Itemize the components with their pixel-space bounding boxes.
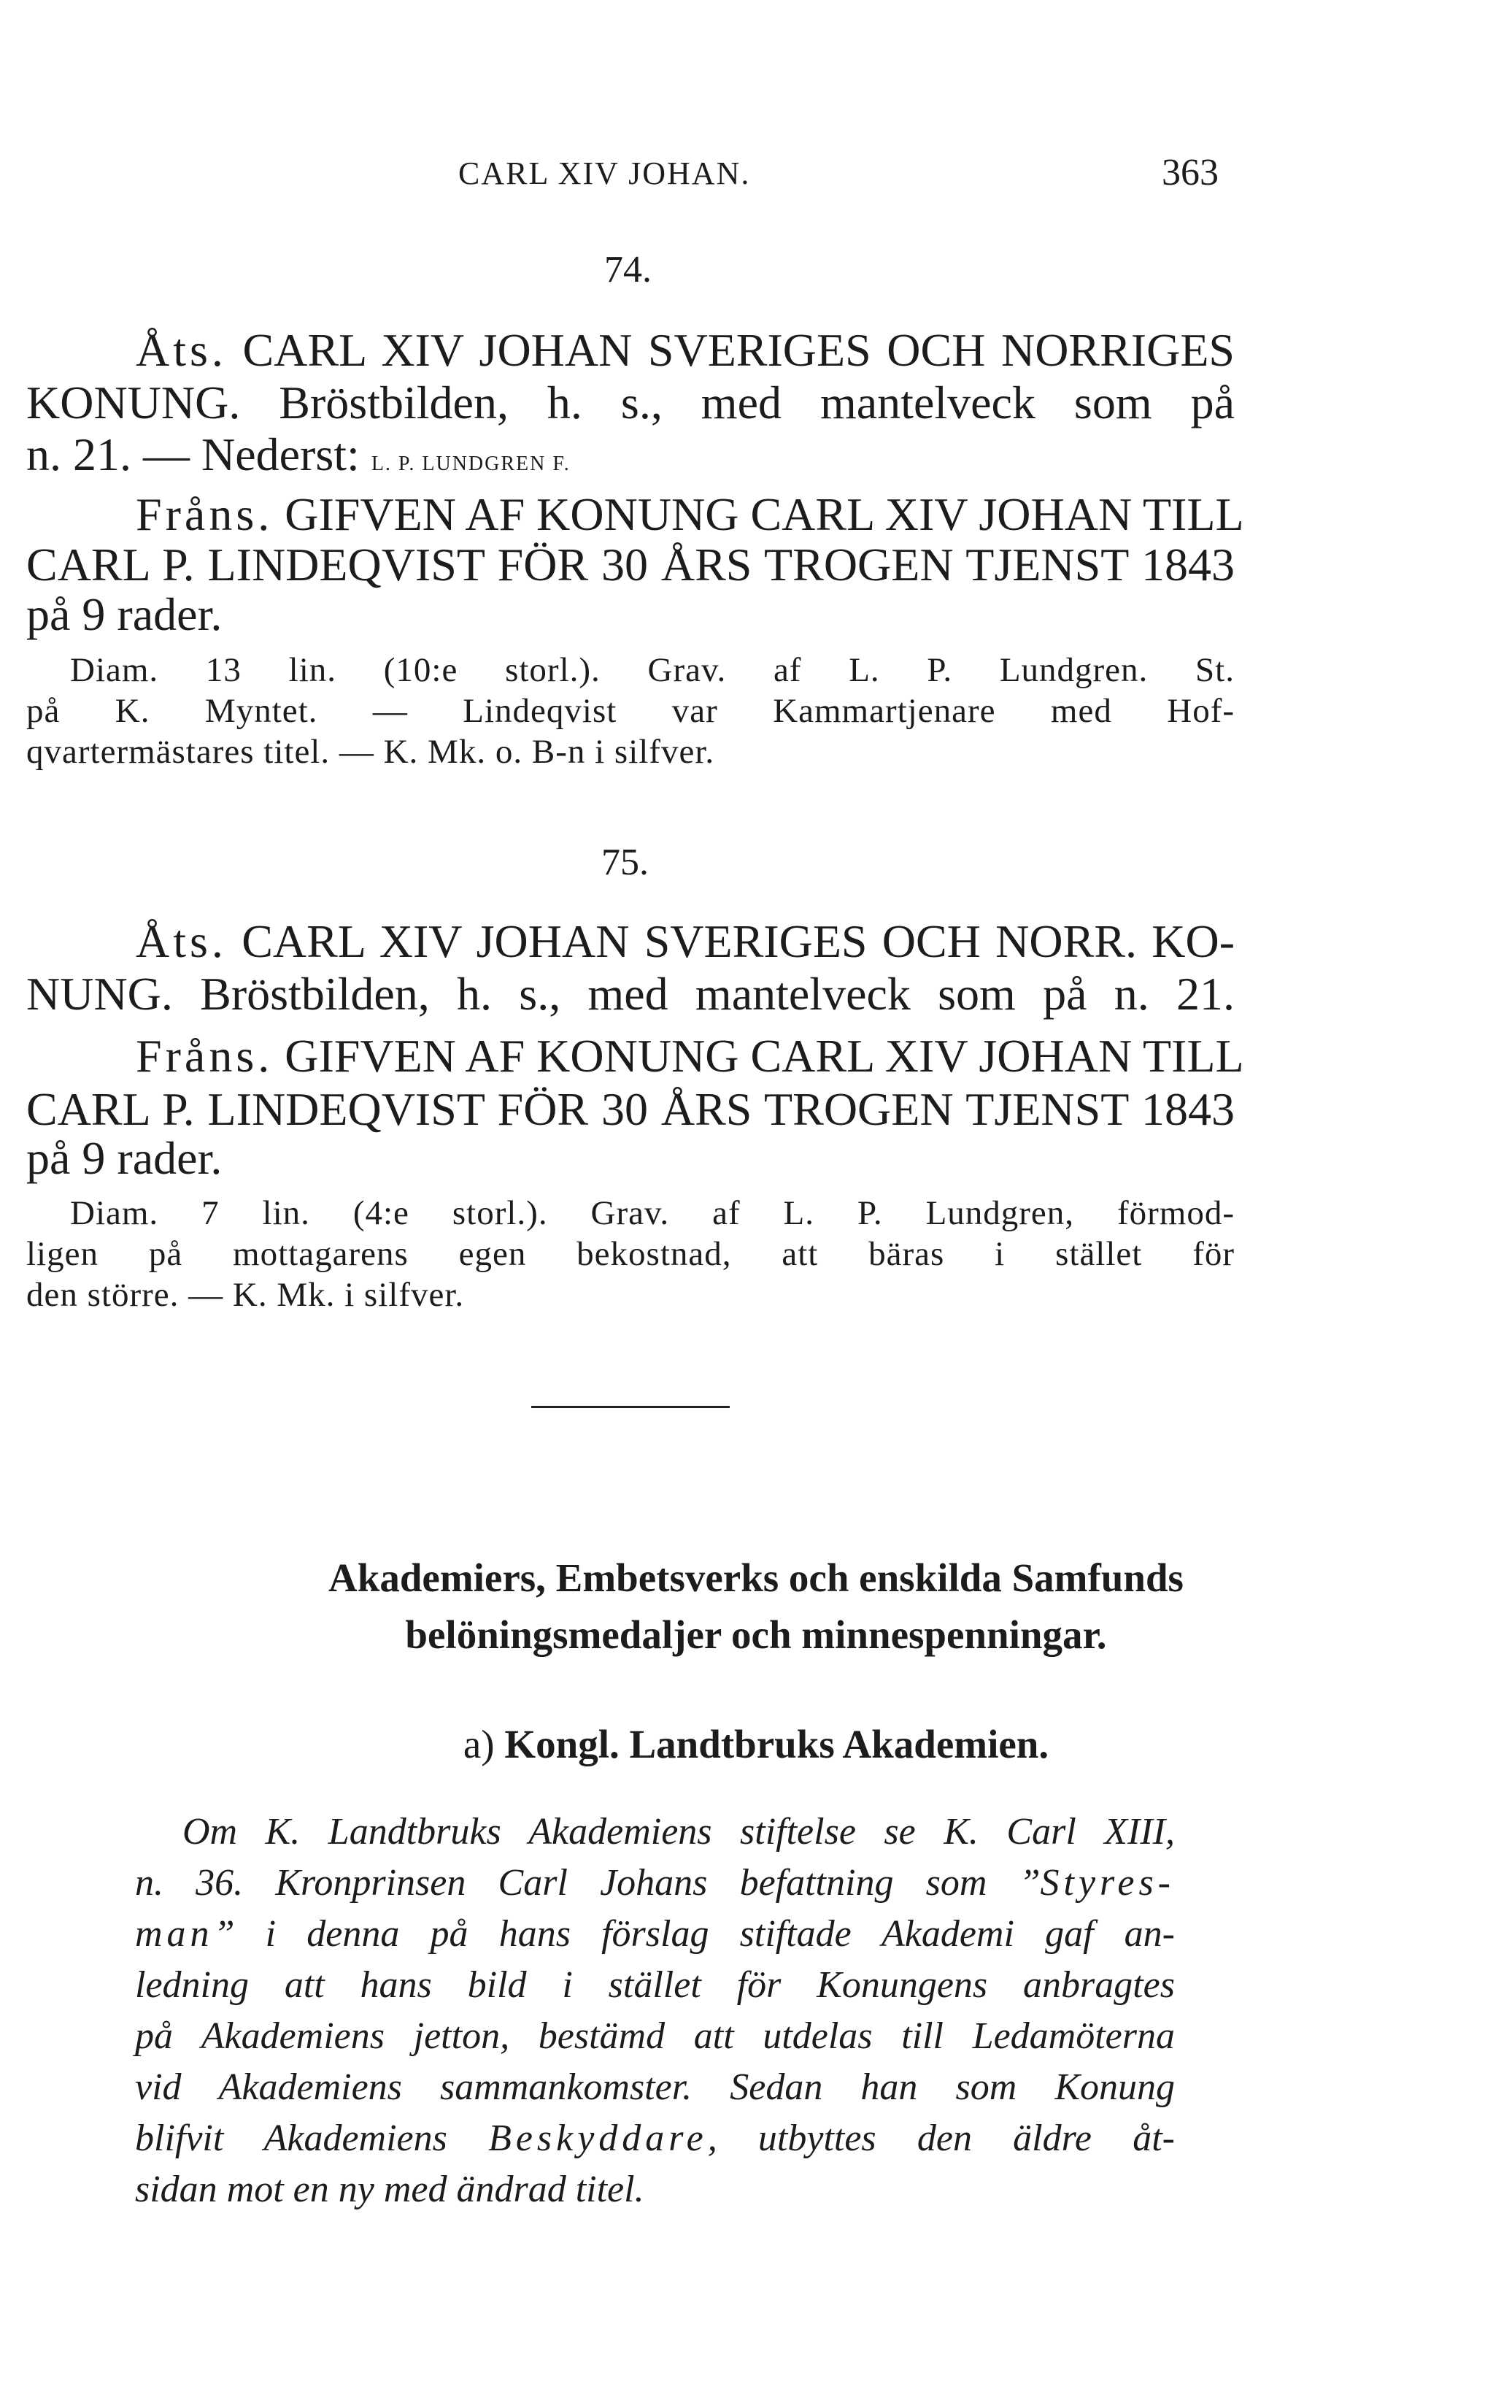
entry-74-obverse-line-2: KONUNG. Bröstbilden, h. s., med mantelveck som på [26, 377, 1235, 428]
entry-74-reverse-line-3: på 9 rader. [26, 588, 223, 640]
entry-74-number: 74. [604, 249, 652, 291]
entry-74-obverse-line-1: Åts. CARL XIV JOHAN SVERIGES OCH NORRIGES [136, 324, 1235, 376]
entry-75-reverse-line-1: Fråns. GIFVEN AF KONUNG CARL XIV JOHAN TILL [136, 1030, 1244, 1082]
entry-75-number: 75. [601, 842, 649, 883]
intro-line-8: sidan mot en ny med ändrad titel. [135, 2169, 644, 2210]
intro-line-1: Om K. Landtbruks Akademiens stiftelse se K. Carl XIII, [182, 1811, 1175, 1853]
intro-line-7: blifvit Akademiens Beskyddare, utbyttes den äldre åt- [135, 2117, 1175, 2159]
entry-75-note-3: den större. — K. Mk. i silfver. [26, 1276, 465, 1314]
obverse-label: Åts. [136, 324, 227, 376]
entry-75-obverse-line-2: NUNG. Bröstbilden, h. s., med mantelveck som på n. 21. [26, 968, 1235, 1020]
section-heading-line-1: Akademiers, Embetsverks och enskilda Samfunds [328, 1555, 1184, 1600]
entry-74-reverse-line-2: CARL P. LINDEQVIST FÖR 30 ÅRS TROGEN TJENST 1843 [26, 539, 1235, 591]
entry-74-note-2: på K. Myntet. — Lindeqvist var Kammartjenare med Hof- [26, 692, 1235, 730]
entry-74-note-3: qvartermästares titel. — K. Mk. o. B-n i silfver. [26, 733, 715, 771]
section-subheading: a) Kongl. Landtbruks Akademien. [463, 1722, 1049, 1766]
intro-line-5: på Akademiens jetton, bestämd att utdelas till Ledamöterna [135, 2015, 1175, 2057]
engraver-signature: L. P. LUNDGREN F. [371, 453, 571, 475]
intro-line-2: n. 36. Kronprinsen Carl Johans befattning som ”Styres- [135, 1862, 1175, 1904]
entry-75-reverse-line-2: CARL P. LINDEQVIST FÖR 30 ÅRS TROGEN TJENST 1843 [26, 1083, 1235, 1135]
intro-line-3: man” i denna på hans förslag stiftade Akademi gaf an- [135, 1913, 1175, 1955]
section-divider [531, 1406, 730, 1408]
entry-75-reverse-line-3: på 9 rader. [26, 1132, 223, 1184]
entry-74-obverse-line-3: n. 21. — Nederst: L. P. LUNDGREN F. [26, 428, 571, 480]
reverse-label: Fråns. [136, 488, 274, 540]
entry-75-note-1: Diam. 7 lin. (4:e storl.). Grav. af L. P. Lundgren, förmod- [70, 1194, 1235, 1232]
entry-75-note-2: ligen på mottagarens egen bekostnad, att bäras i stället för [26, 1235, 1235, 1273]
intro-line-6: vid Akademiens sammankomster. Sedan han som Konung [135, 2066, 1175, 2108]
running-title: CARL XIV JOHAN. [458, 155, 751, 191]
entry-74-note-1: Diam. 13 lin. (10:e storl.). Grav. af L. P. Lundgren. St. [70, 651, 1235, 689]
page-number: 363 [1162, 152, 1219, 193]
entry-75-obverse-line-1: Åts. CARL XIV JOHAN SVERIGES OCH NORR. KO- [136, 915, 1235, 967]
entry-74-reverse-line-1: Fråns. GIFVEN AF KONUNG CARL XIV JOHAN TILL [136, 488, 1244, 540]
section-heading-line-2: belöningsmedaljer och minnespenningar. [405, 1612, 1107, 1657]
intro-line-4: ledning att hans bild i stället för Konungens anbragtes [135, 1964, 1175, 2006]
